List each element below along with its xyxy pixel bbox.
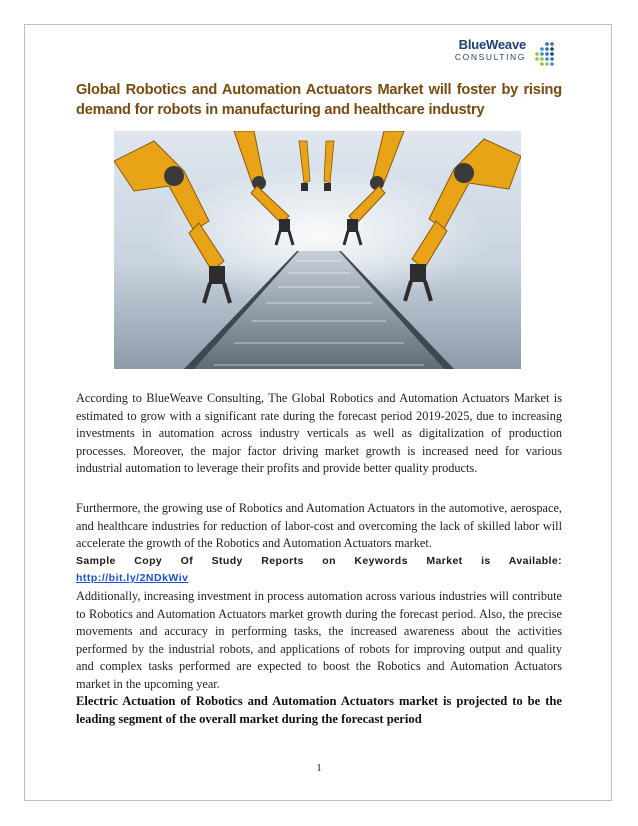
paragraph-growth: Furthermore, the growing use of Robotics and Automation Actuators in the automotive, aerospace, and healthcare industries for reduction of labor-cost and overcoming the lack of skilled labor will accelerate the growth of the Robotics and Automation Actuators market. [76, 501, 562, 551]
page-number: 1 [316, 762, 322, 774]
robot-arms-image [114, 131, 521, 369]
logo-text [432, 38, 526, 62]
logo-name: BlueWeave [458, 37, 526, 52]
document-title: Global Robotics and Automation Actuators Market will foster by rising demand for robots in manufacturing and healthcare industry [76, 82, 562, 118]
section-heading: Electric Actuation of Robotics and Automation Actuators market is projected to be the leading segment of the overall market during the forecast period [76, 694, 562, 726]
sample-copy-block [76, 553, 562, 587]
sample-copy-label: Sample Copy Of Study Reports on Keywords Market is Available: [76, 555, 562, 567]
sample-copy-link[interactable]: http://bit.ly/2NDkWiv [76, 572, 189, 584]
logo-sub: CONSULTING [454, 52, 526, 62]
blueweave-logo [432, 38, 560, 70]
paragraph-additional: Additionally, increasing investment in process automation across various industries will contribute to Robotics and Automation Actuators market growth during the forecast period. Also, the precise movements and accuracy in performing tasks, the increased awareness about the activities performed by the industrial robots, and applications of robots for improving output and quality and complex tasks performed are expected to boost the Robotics and Automation Actuators market in the upcoming year. [76, 589, 562, 691]
paragraph-intro: According to BlueWeave Consulting, The Global Robotics and Automation Actuators Market is estimated to grow with a significant rate during the forecast period 2019-2025, due to increasing investments in automation across industry verticals as well as digitalization of production processes. Moreover, the major factor driving market growth is increased need for various industrial automation to leverage their profits and provide better quality products. [76, 391, 562, 476]
logo-dots-icon [532, 41, 556, 67]
